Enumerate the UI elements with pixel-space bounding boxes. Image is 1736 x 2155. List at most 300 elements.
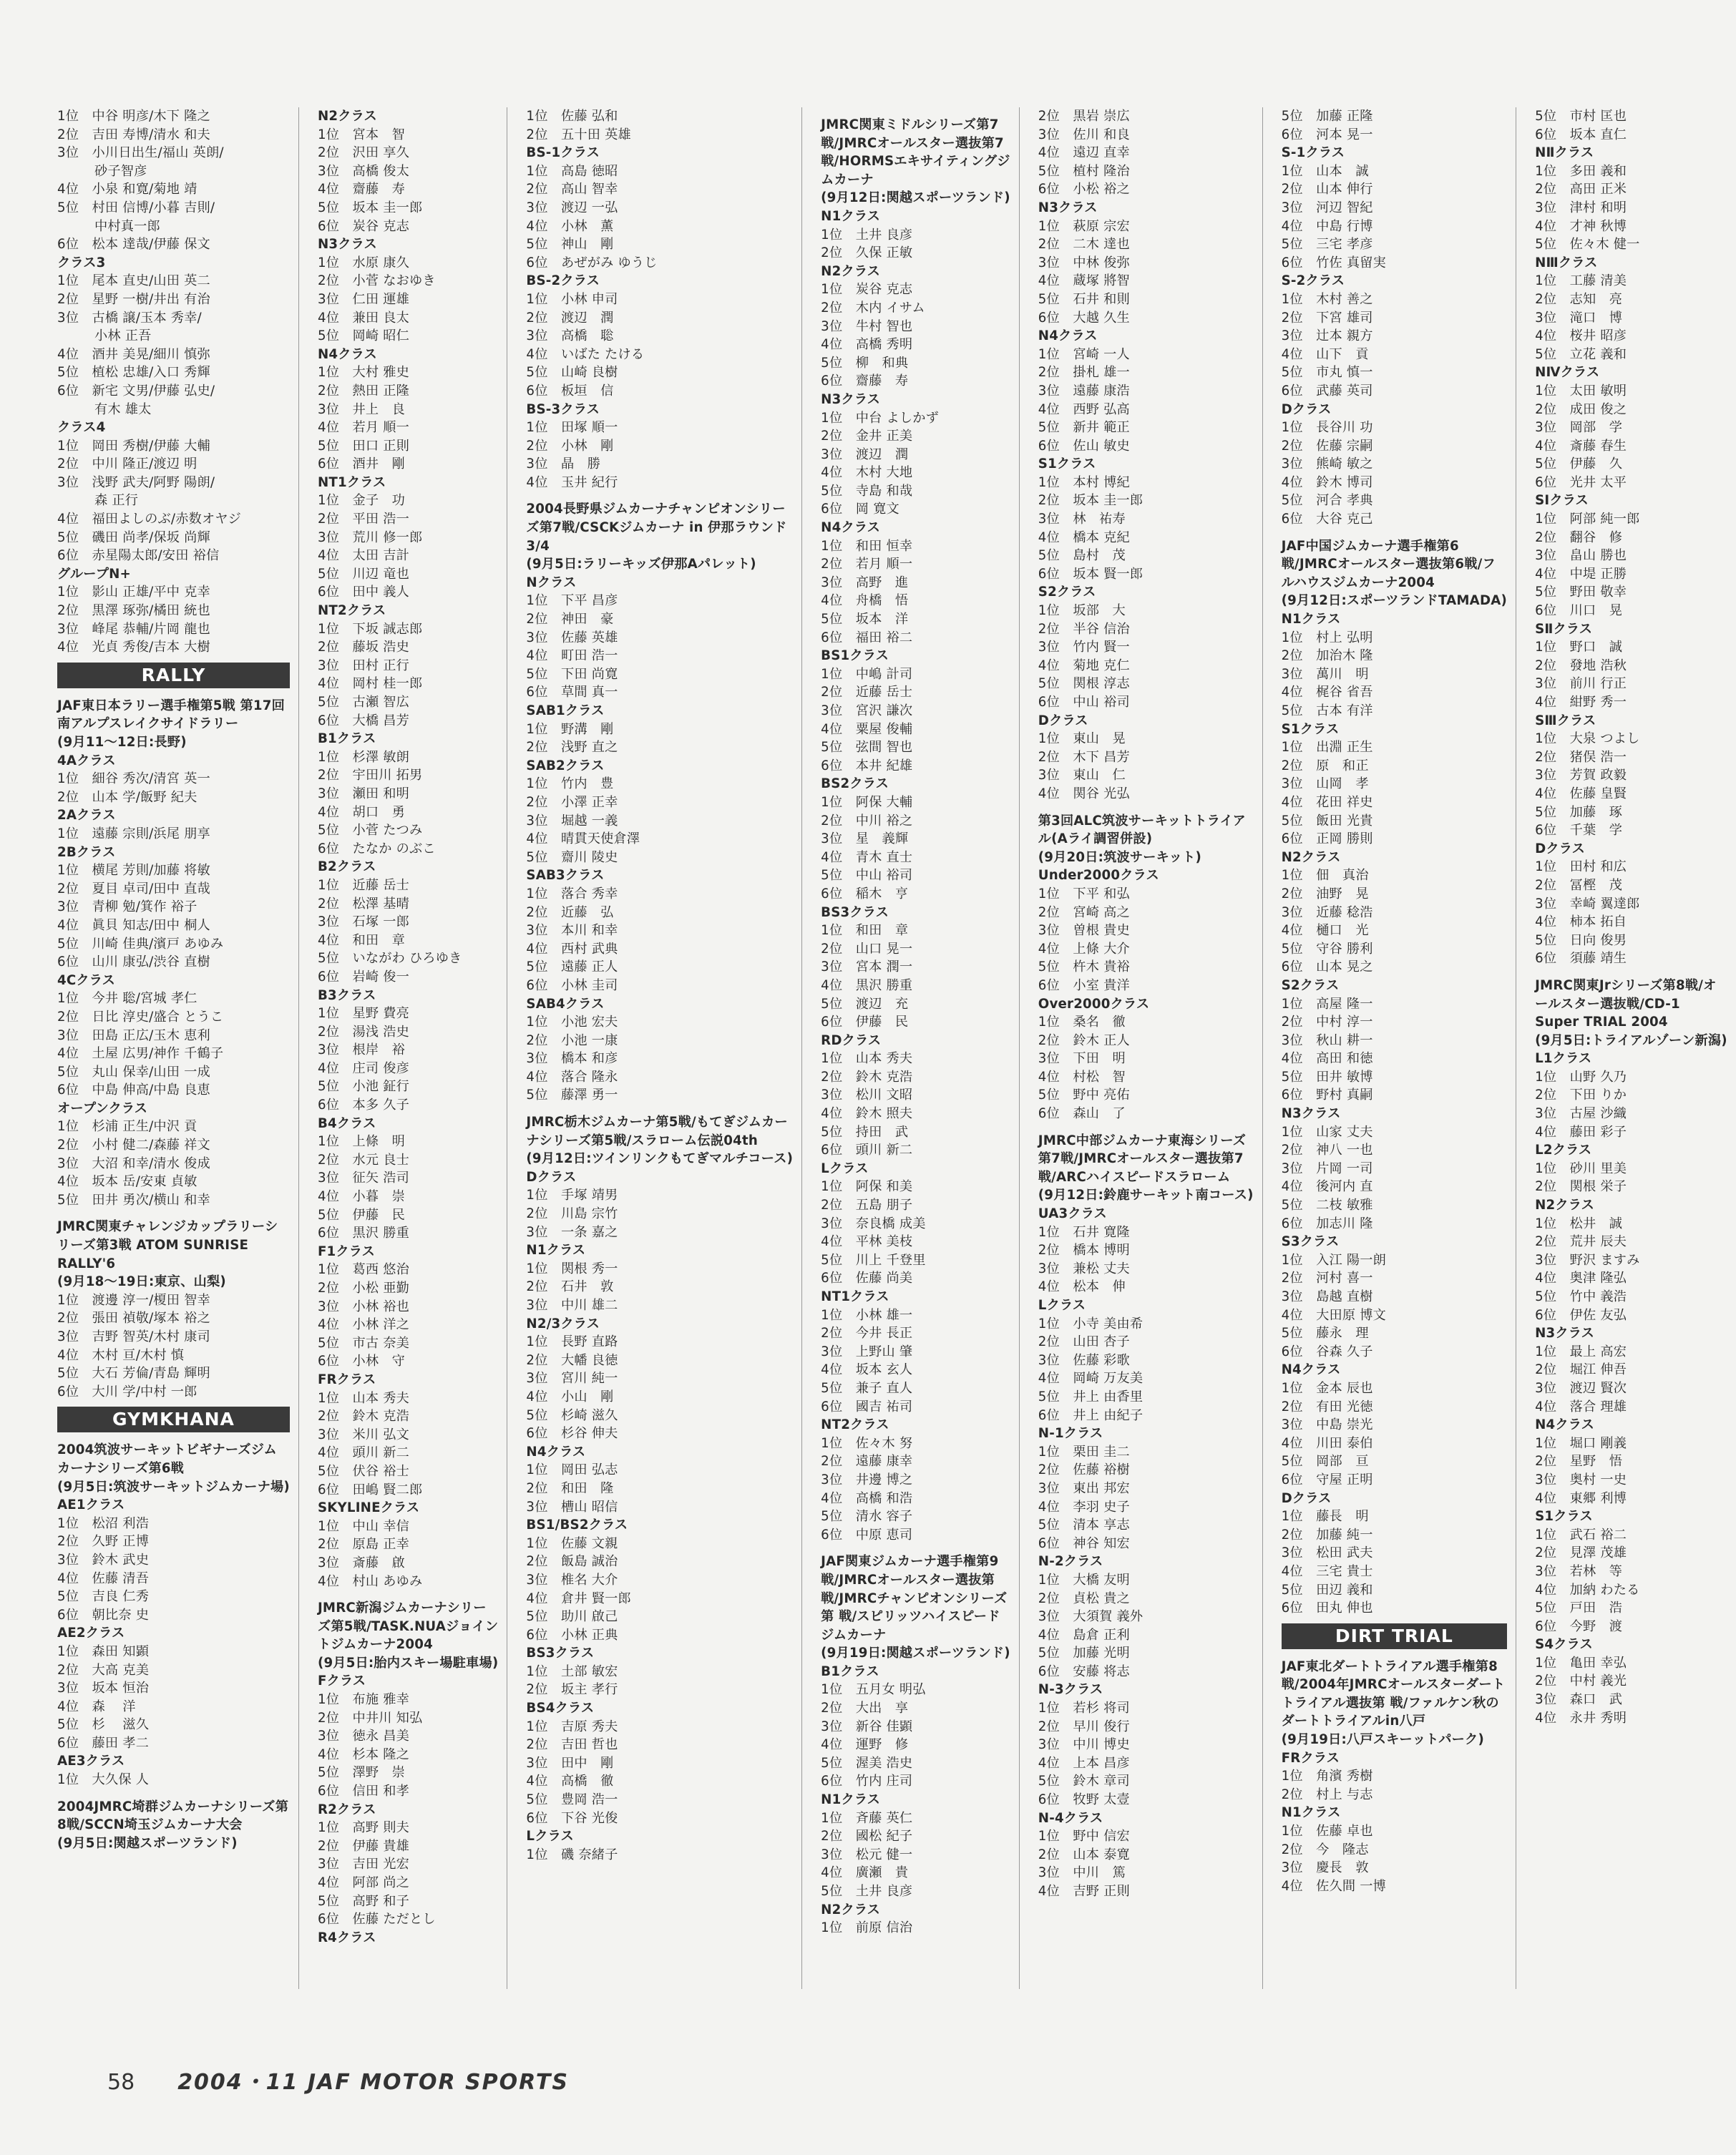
result-line: 4位 兼田 良太 xyxy=(317,310,410,326)
result-line: 5位 高野 和子 xyxy=(317,1893,410,1909)
result-line: 5位 渥美 浩史 xyxy=(821,1755,913,1771)
result-line: 3位 峰尾 恭輔/片岡 龍也 xyxy=(57,621,210,637)
result-line: 3位 高橋 俊太 xyxy=(317,163,410,179)
result-line: 2位 小澤 正幸 xyxy=(526,794,618,810)
result-line: 2位 鈴木 克浩 xyxy=(821,1069,913,1085)
result-line: 2位 山本 伸行 xyxy=(1281,182,1373,197)
result-line: 4位 才神 秋博 xyxy=(1535,218,1627,234)
result-line: 6位 中島 伸高/中島 良恵 xyxy=(57,1083,210,1098)
result-line: 3位 片岡 一司 xyxy=(1281,1160,1373,1176)
result-line: 6位 本多 久子 xyxy=(317,1098,410,1113)
result-line: 4位 青木 直士 xyxy=(821,849,913,865)
result-line: 3位 吉田 光宏 xyxy=(317,1857,410,1872)
result-line: 2位 翻谷 修 xyxy=(1535,529,1623,545)
result-line: 1位 中台 よしかず xyxy=(821,410,940,426)
class-heading: FRクラス xyxy=(317,1372,376,1387)
result-line: 1位 和田 恒幸 xyxy=(821,538,913,554)
result-line: 5位 古瀬 智広 xyxy=(317,695,410,710)
result-line: 2位 黒澤 琢弥/橘田 統也 xyxy=(57,603,210,619)
result-line: 3位 晶 勝 xyxy=(526,456,601,472)
result-line: 2位 中井川 知弘 xyxy=(317,1710,423,1726)
result-line: 5位 柳 和典 xyxy=(821,355,909,371)
result-line: 4位 佐藤 皇賢 xyxy=(1535,786,1627,801)
class-heading: NⅢクラス xyxy=(1535,255,1598,270)
result-line: 5位 島村 茂 xyxy=(1038,548,1126,564)
result-line: 5位 清本 享志 xyxy=(1038,1518,1130,1533)
result-line: 1位 藤長 明 xyxy=(1281,1509,1369,1525)
class-heading: BS-3クラス xyxy=(526,401,600,417)
result-line: 6位 小松 裕之 xyxy=(1038,182,1130,197)
class-heading: SⅢクラス xyxy=(1535,713,1596,728)
result-line: 6位 河本 晃一 xyxy=(1281,127,1373,142)
result-line: 1位 亀田 幸弘 xyxy=(1535,1655,1627,1671)
result-line: 1位 野中 信宏 xyxy=(1038,1829,1130,1844)
class-heading: S2クラス xyxy=(1038,585,1096,600)
result-line: 4位 高橋 秀明 xyxy=(821,337,913,353)
result-line: 3位 宮川 純一 xyxy=(526,1371,618,1387)
result-line: 2位 中村 淳一 xyxy=(1281,1015,1373,1030)
event-title: 2004長野県ジムカーナチャンピオンシリーズ第7戦/CSCKジムカーナ in 伊那ラウンド3/4 xyxy=(526,502,787,554)
result-line: 1位 渡邊 淳一/榎田 智幸 xyxy=(57,1292,210,1308)
result-line: 2位 五十田 英雄 xyxy=(526,127,631,142)
result-line: 4位 鈴木 博司 xyxy=(1281,474,1373,490)
result-line: 5位 吉良 仁秀 xyxy=(57,1589,150,1605)
result-line: 4位 関谷 光弘 xyxy=(1038,786,1130,801)
result-line: 4位 遠辺 直幸 xyxy=(1038,145,1130,161)
result-line: 3位 芳賀 政毅 xyxy=(1535,768,1627,783)
result-line: 6位 大谷 克己 xyxy=(1281,512,1373,527)
class-heading: SAB3クラス xyxy=(526,868,605,884)
result-line: 2位 神八 一也 xyxy=(1281,1143,1373,1158)
result-line: 3位 大沼 和幸/清水 俊成 xyxy=(57,1155,210,1171)
class-heading: AE2クラス xyxy=(57,1626,125,1641)
result-line: 4位 森 洋 xyxy=(57,1699,136,1714)
result-line: 4位 藤田 彩子 xyxy=(1535,1124,1627,1140)
result-line: 4位 三宅 貴士 xyxy=(1281,1563,1373,1579)
result-line: 5位 杵木 貴裕 xyxy=(1038,959,1130,975)
result-line: 2位 佐藤 裕樹 xyxy=(1038,1462,1130,1478)
class-heading: Over2000クラス xyxy=(1038,996,1150,1012)
class-heading: AE3クラス xyxy=(57,1754,125,1769)
result-line: 3位 奥村 一史 xyxy=(1535,1472,1627,1487)
result-line: 2位 鈴木 克浩 xyxy=(317,1409,410,1425)
result-line: 5位 澤野 崇 xyxy=(317,1765,406,1781)
result-line: 5位 加藤 光明 xyxy=(1038,1646,1130,1661)
result-line: 3位 野沢 ますみ xyxy=(1535,1252,1640,1268)
class-heading: (9月11〜12日:長野) xyxy=(57,735,187,750)
class-heading: BS2クラス xyxy=(821,776,889,792)
result-line: 5位 新井 範正 xyxy=(1038,420,1130,436)
result-line: 1位 松井 誠 xyxy=(1535,1216,1623,1231)
result-line: 4位 斎藤 春生 xyxy=(1535,438,1627,454)
result-line: 5位 大石 芳倫/青島 輝明 xyxy=(57,1366,210,1382)
result-line: 5位 岡部 亘 xyxy=(1281,1454,1369,1470)
result-line: 1位 落合 秀幸 xyxy=(526,886,618,901)
class-heading: N1クラス xyxy=(821,208,881,224)
result-line: 1位 山本 誠 xyxy=(1281,163,1369,179)
class-heading: N1クラス xyxy=(1281,612,1341,627)
result-line: 2位 星野 悟 xyxy=(1535,1454,1623,1470)
result-line: 4位 若月 順一 xyxy=(317,420,410,436)
result-line: 2位 大出 享 xyxy=(821,1701,909,1716)
result-line: 2位 沢田 享久 xyxy=(317,145,410,161)
result-line: 1位 五月女 明弘 xyxy=(821,1682,926,1698)
result-line: 1位 炭谷 克志 xyxy=(821,282,913,298)
result-line: 6位 牧野 太壹 xyxy=(1038,1792,1130,1808)
results-page xyxy=(57,107,1727,1989)
result-line: 2位 近藤 岳士 xyxy=(821,685,913,700)
result-line: 5位 野田 敬幸 xyxy=(1535,585,1627,600)
result-line: 2位 大幡 良徳 xyxy=(526,1352,618,1368)
result-line: 4位 齋藤 寿 xyxy=(317,182,406,197)
result-line: 1位 細谷 秀次/清宮 英一 xyxy=(57,771,210,787)
result-line: 2位 吉田 寿博/清水 和夫 xyxy=(57,127,210,142)
result-line: 6位 岩崎 俊一 xyxy=(317,969,410,984)
result-line: 3位 岡部 学 xyxy=(1535,420,1623,436)
result-line: 5位 磯田 尚孝/保坂 尚輝 xyxy=(57,529,210,545)
result-continuation: 砂子智彦 xyxy=(94,163,147,179)
result-line: 1位 佐藤 卓也 xyxy=(1281,1824,1373,1839)
result-line: 3位 新谷 佳顕 xyxy=(821,1719,913,1734)
result-line: 2位 村上 与志 xyxy=(1281,1787,1373,1802)
result-line: 2位 發地 浩秋 xyxy=(1535,658,1627,673)
result-line: 6位 大越 久生 xyxy=(1038,310,1130,326)
result-line: 5位 加藤 琢 xyxy=(1535,804,1623,820)
result-line: 6位 赤星陽太郎/安田 裕信 xyxy=(57,548,220,564)
result-line: 4位 松本 伸 xyxy=(1038,1279,1126,1295)
result-line: 3位 浅野 武夫/阿野 陽朗/ xyxy=(57,474,215,490)
result-line: 5位 小菅 たつみ xyxy=(317,823,423,839)
result-line: 1位 山野 久乃 xyxy=(1535,1069,1627,1085)
publication-title: 2004・11 JAF MOTOR SPORTS xyxy=(177,2070,569,2095)
result-line: 2位 掛札 雄一 xyxy=(1038,365,1130,381)
result-line: 2位 若月 順一 xyxy=(821,557,913,572)
result-line: 3位 渡辺 賢次 xyxy=(1535,1380,1627,1396)
result-line: 2位 夏目 卓司/田中 直哉 xyxy=(57,881,210,896)
class-heading: Dクラス xyxy=(1281,1490,1332,1506)
result-line: 3位 畠山 勝也 xyxy=(1535,548,1627,564)
result-line: 3位 森口 武 xyxy=(1535,1692,1623,1708)
class-heading: Under2000クラス xyxy=(1038,868,1159,884)
result-line: 3位 前川 行正 xyxy=(1535,676,1627,692)
class-heading: (9月19日:関越スポーツランド) xyxy=(821,1646,1010,1661)
result-line: 1位 野溝 剛 xyxy=(526,721,614,737)
result-line: 5位 丸山 保幸/山田 一成 xyxy=(57,1064,210,1080)
result-line: 2位 金井 正美 xyxy=(821,429,913,444)
result-line: 1位 工藤 清美 xyxy=(1535,273,1627,289)
result-continuation: 有木 雄太 xyxy=(94,401,152,417)
result-line: 1位 野口 誠 xyxy=(1535,640,1623,655)
result-line: 6位 田嶋 賢二郎 xyxy=(317,1482,423,1497)
result-line: 1位 小寺 美由希 xyxy=(1038,1316,1143,1331)
result-line: 5位 古本 有洋 xyxy=(1281,703,1373,718)
result-line: 1位 杉澤 敏朗 xyxy=(317,749,410,765)
class-heading: 2Bクラス xyxy=(57,844,116,860)
class-heading: N2/3クラス xyxy=(526,1316,600,1331)
result-line: 1位 影山 正雄/平中 克幸 xyxy=(57,585,210,600)
event-title: JAF東北ダートトライアル選手権第8戦/2004年JMRCオールスターダートトライアル選抜第 戦/ファルケン秋のダートトライアルin八戸 xyxy=(1281,1658,1506,1729)
result-line: 1位 森田 知顕 xyxy=(57,1643,150,1659)
result-line: 4位 酒井 美晃/細川 慎弥 xyxy=(57,346,210,362)
result-line: 1位 土部 敏宏 xyxy=(526,1663,618,1679)
result-line: 3位 松川 文昭 xyxy=(821,1088,913,1103)
result-line: 6位 光井 太平 xyxy=(1535,474,1627,490)
class-heading: SAB2クラス xyxy=(526,758,605,773)
result-line: 5位 豊岡 浩一 xyxy=(526,1792,618,1808)
result-line: 3位 中川 博史 xyxy=(1038,1737,1130,1753)
result-line: 1位 佃 真治 xyxy=(1281,868,1369,884)
result-line: 1位 杉浦 正生/中沢 貢 xyxy=(57,1119,198,1135)
result-line: 2位 佐藤 宗嗣 xyxy=(1281,438,1373,454)
result-line: 5位 持田 武 xyxy=(821,1124,909,1140)
result-line: 5位 鈴木 章司 xyxy=(1038,1774,1130,1789)
result-line: 3位 上野山 肇 xyxy=(821,1344,913,1359)
result-line: 2位 加藤 純一 xyxy=(1281,1527,1373,1543)
result-line: 1位 近藤 岳士 xyxy=(317,877,410,893)
result-line: 3位 吉野 智英/木村 康司 xyxy=(57,1329,210,1344)
result-line: 2位 久野 正博 xyxy=(57,1534,150,1550)
result-line: 3位 椎名 大介 xyxy=(526,1572,618,1588)
result-line: 5位 市丸 慎一 xyxy=(1281,365,1373,381)
class-heading: BS3クラス xyxy=(821,904,889,920)
class-heading: N4クラス xyxy=(1038,328,1098,344)
result-line: 3位 小川日出生/福山 英朗/ xyxy=(57,145,224,161)
result-line: 3位 鈴木 武史 xyxy=(57,1552,150,1568)
result-line: 6位 黒沢 勝重 xyxy=(317,1226,410,1241)
class-heading: (9月12日:関越スポーツランド) xyxy=(821,190,1010,206)
result-line: 1位 尾本 直史/山田 英二 xyxy=(57,273,210,289)
class-heading: S-2クラス xyxy=(1281,273,1345,289)
result-line: 4位 佐久間 一博 xyxy=(1281,1878,1387,1894)
result-line: 3位 竹内 賢一 xyxy=(1038,640,1130,655)
result-line: 1位 角濱 秀樹 xyxy=(1281,1769,1373,1784)
result-line: 3位 近藤 稔浩 xyxy=(1281,904,1373,920)
result-line: 2位 神田 豪 xyxy=(526,612,614,627)
page-number: 58 xyxy=(107,2070,135,2095)
class-heading: (9月5日:ラリーキッズ伊那Aパレット) xyxy=(526,557,756,572)
result-line: 5位 藤永 理 xyxy=(1281,1326,1369,1342)
result-line: 2位 小松 亜勤 xyxy=(317,1281,410,1296)
class-heading: (9月5日:トライアルゾーン新潟) xyxy=(1535,1032,1727,1048)
class-heading: Dクラス xyxy=(526,1169,577,1185)
result-line: 3位 遠藤 康浩 xyxy=(1038,383,1130,399)
class-heading: (9月5日:筑波サーキットジムカーナ場) xyxy=(57,1479,290,1495)
class-heading: S1クラス xyxy=(1535,1509,1593,1525)
result-line: 3位 幸崎 翼達郎 xyxy=(1535,896,1640,912)
result-line: 4位 佐藤 清吾 xyxy=(57,1570,150,1586)
result-line: 1位 佐藤 文親 xyxy=(526,1535,618,1551)
result-line: 1位 磯 奈緒子 xyxy=(526,1847,618,1862)
result-line: 2位 吉田 哲也 xyxy=(526,1737,618,1753)
result-line: 1位 岡田 弘志 xyxy=(526,1462,618,1478)
class-heading: NT1クラス xyxy=(821,1289,889,1304)
result-line: 5位 井上 由香里 xyxy=(1038,1389,1143,1404)
result-line: 6位 森山 了 xyxy=(1038,1106,1126,1122)
result-line: 5位 小池 鉦行 xyxy=(317,1079,410,1095)
result-line: 3位 堀越 一義 xyxy=(526,813,618,829)
result-line: 2位 関根 栄子 xyxy=(1535,1179,1627,1195)
class-heading: グループN+ xyxy=(57,566,131,582)
result-line: 3位 坂本 恒治 xyxy=(57,1681,150,1696)
result-line: 3位 辻本 親方 xyxy=(1281,328,1373,344)
result-line: 1位 長谷川 功 xyxy=(1281,420,1373,436)
result-line: 4位 眞貝 知志/田中 桐人 xyxy=(57,917,210,933)
result-line: 3位 征矢 浩司 xyxy=(317,1171,410,1186)
result-line: 3位 青柳 勉/箕作 裕子 xyxy=(57,899,198,915)
class-heading: N4クラス xyxy=(526,1444,586,1460)
result-line: 5位 助川 啟己 xyxy=(526,1609,618,1625)
result-line: 6位 藤田 孝二 xyxy=(57,1735,150,1751)
result-line: 4位 福田よしのぶ/赤数オヤジ xyxy=(57,512,241,527)
result-line: 3位 秋山 耕一 xyxy=(1281,1032,1373,1048)
result-line: 3位 根岸 裕 xyxy=(317,1042,406,1058)
result-line: 6位 伊佐 友弘 xyxy=(1535,1307,1627,1323)
class-heading: N2クラス xyxy=(821,1902,881,1917)
result-line: 5位 下田 尚寛 xyxy=(526,666,618,682)
result-line: 6位 頭川 新二 xyxy=(821,1143,913,1158)
result-line: 1位 大村 雅史 xyxy=(317,365,410,381)
result-line: 5位 杉 滋久 xyxy=(57,1717,150,1733)
result-line: 5位 清水 容子 xyxy=(821,1509,913,1525)
class-heading: S1クラス xyxy=(1038,456,1096,472)
result-line: 2位 下田 りか xyxy=(1535,1088,1627,1103)
result-line: 1位 斉藤 英仁 xyxy=(821,1810,913,1826)
result-line: 2位 山本 学/飯野 紀夫 xyxy=(57,789,198,805)
result-line: 4位 花田 祥史 xyxy=(1281,794,1373,810)
result-line: 4位 高橋 和浩 xyxy=(821,1490,913,1506)
result-line: 4位 村山 あゆみ xyxy=(317,1573,423,1589)
result-line: 1位 葛西 悠治 xyxy=(317,1262,410,1278)
result-line: 4位 山下 貢 xyxy=(1281,346,1369,362)
result-line: 2位 宮崎 高之 xyxy=(1038,904,1130,920)
result-line: 2位 河村 喜一 xyxy=(1281,1271,1373,1286)
result-line: 6位 稲木 亨 xyxy=(821,886,909,901)
result-line: 3位 一条 嘉之 xyxy=(526,1224,618,1240)
result-line: 5位 渡辺 充 xyxy=(821,996,909,1012)
result-line: 6位 伊藤 民 xyxy=(821,1015,909,1030)
class-heading: (9月12日:ツインリンクもてぎマルチコース) xyxy=(526,1151,794,1167)
result-line: 2位 油野 晃 xyxy=(1281,886,1369,901)
class-heading: S-1クラス xyxy=(1281,145,1345,161)
class-heading: Dクラス xyxy=(1038,713,1088,728)
class-heading: (9月19日:八戸スキーットパーク) xyxy=(1281,1732,1484,1748)
result-line: 2位 松澤 基晴 xyxy=(317,896,410,912)
class-heading: S1クラス xyxy=(1281,721,1340,737)
class-heading: Lクラス xyxy=(526,1829,574,1844)
class-heading: N3クラス xyxy=(1281,1106,1341,1122)
result-line: 4位 和田 章 xyxy=(317,932,406,948)
result-line: 1位 本村 博紀 xyxy=(1038,474,1130,490)
class-heading: オープンクラス xyxy=(57,1100,148,1116)
result-line: 3位 林 祐寿 xyxy=(1038,512,1126,527)
result-line: 3位 東出 邦宏 xyxy=(1038,1480,1130,1496)
result-line: 5位 三宅 孝彦 xyxy=(1281,237,1373,253)
result-line: 2位 原 和正 xyxy=(1281,758,1369,773)
result-line: 5位 戸田 浩 xyxy=(1535,1601,1623,1616)
result-line: 3位 山岡 孝 xyxy=(1281,776,1369,792)
result-line: 2位 木下 昌芳 xyxy=(1038,749,1130,765)
class-heading: BS-1クラス xyxy=(526,145,600,161)
result-line: 2位 見澤 茂雄 xyxy=(1535,1545,1627,1561)
result-line: 5位 遠藤 正人 xyxy=(526,959,618,975)
result-line: 5位 齋川 陵史 xyxy=(526,849,618,865)
result-line: 1位 入江 陽一朗 xyxy=(1281,1252,1387,1268)
class-heading: L1クラス xyxy=(1535,1051,1592,1067)
result-line: 1位 太田 敏明 xyxy=(1535,383,1627,399)
result-line: 5位 河合 孝典 xyxy=(1281,493,1373,509)
event-title: JAF中国ジムカーナ選手権第6戦/JMRCオールスター選抜第6戦/フルハウスジムカーナ2004 xyxy=(1281,538,1496,590)
result-line: 4位 李羽 史子 xyxy=(1038,1499,1130,1515)
event-title: JMRC関東チャレンジカップラリーシリーズ第3戦 ATOM SUNRISE RALLY'6 xyxy=(57,1219,278,1271)
class-heading: N1クラス xyxy=(526,1243,586,1259)
result-line: 3位 中島 崇光 xyxy=(1281,1417,1373,1433)
result-line: 5位 坂本 圭一郎 xyxy=(317,200,423,215)
class-heading: BS1クラス xyxy=(821,648,889,664)
result-line: 6位 小林 守 xyxy=(317,1354,406,1369)
result-line: 4位 永井 秀明 xyxy=(1535,1710,1627,1726)
class-heading: NⅡクラス xyxy=(1535,145,1594,161)
class-heading: N3クラス xyxy=(317,237,377,253)
class-heading: Dクラス xyxy=(1535,841,1585,856)
result-line: 4位 杉本 隆之 xyxy=(317,1746,410,1762)
result-line: 4位 橋本 克紀 xyxy=(1038,529,1130,545)
result-line: 1位 佐々木 努 xyxy=(821,1435,913,1451)
result-line: 2位 伊藤 貴雄 xyxy=(317,1838,410,1854)
result-line: 1位 金子 功 xyxy=(317,493,406,509)
result-line: 6位 松本 達哉/伊藤 保文 xyxy=(57,237,210,253)
result-line: 4位 廣瀬 貴 xyxy=(821,1865,909,1881)
result-line: 6位 田丸 伸也 xyxy=(1281,1601,1373,1616)
result-line: 6位 川口 晃 xyxy=(1535,603,1623,619)
result-line: 6位 あぜがみ ゆうじ xyxy=(526,255,658,270)
class-heading: N4クラス xyxy=(1535,1417,1594,1433)
result-line: 2位 熱田 正隆 xyxy=(317,383,410,399)
result-line: 1位 中谷 明彦/木下 隆之 xyxy=(57,109,210,124)
result-line: 4位 川田 泰伯 xyxy=(1281,1435,1373,1451)
class-heading: N4クラス xyxy=(1281,1362,1341,1378)
result-line: 1位 松沼 利浩 xyxy=(57,1515,150,1531)
result-line: 1位 中山 幸信 xyxy=(317,1518,410,1534)
result-line: 5位 川崎 佳典/濱戸 あゆみ xyxy=(57,936,224,952)
result-line: 5位 寺島 和哉 xyxy=(821,483,913,499)
results-column xyxy=(526,107,802,1989)
class-heading: (9月18〜19日:東京、山梨) xyxy=(57,1274,226,1290)
result-line: 2位 渡辺 潤 xyxy=(526,310,614,326)
result-line: 6位 今野 渡 xyxy=(1535,1618,1623,1634)
result-line: 5位 田辺 義和 xyxy=(1281,1582,1373,1598)
class-heading: S2クラス xyxy=(1281,977,1340,993)
class-heading: N1クラス xyxy=(1281,1805,1341,1821)
result-line: 4位 町田 浩一 xyxy=(526,648,618,664)
result-line: 6位 朝比奈 史 xyxy=(57,1607,150,1623)
result-line: 5位 杉崎 滋久 xyxy=(526,1407,618,1423)
result-line: 5位 中山 裕司 xyxy=(821,868,913,884)
result-line: 1位 東山 晃 xyxy=(1038,731,1126,747)
result-line: 4位 高橋 徹 xyxy=(526,1774,614,1789)
result-line: 6位 國吉 祐司 xyxy=(821,1399,913,1414)
result-line: 4位 晴貫天使倉澤 xyxy=(526,831,640,847)
result-line: 2位 冨樫 茂 xyxy=(1535,877,1623,893)
result-line: 5位 市村 匡也 xyxy=(1535,109,1627,124)
result-line: 6位 大橋 昌芳 xyxy=(317,713,410,728)
class-heading: 4Aクラス xyxy=(57,753,116,768)
class-heading: S4クラス xyxy=(1535,1637,1593,1653)
result-line: 6位 酒井 剛 xyxy=(317,456,406,472)
result-line: 4位 桜井 昭彦 xyxy=(1535,328,1627,344)
result-line: 2位 荒井 辰夫 xyxy=(1535,1234,1627,1250)
result-line: 1位 小林 申司 xyxy=(526,291,618,307)
result-line: 4位 坂本 玄人 xyxy=(821,1362,913,1378)
